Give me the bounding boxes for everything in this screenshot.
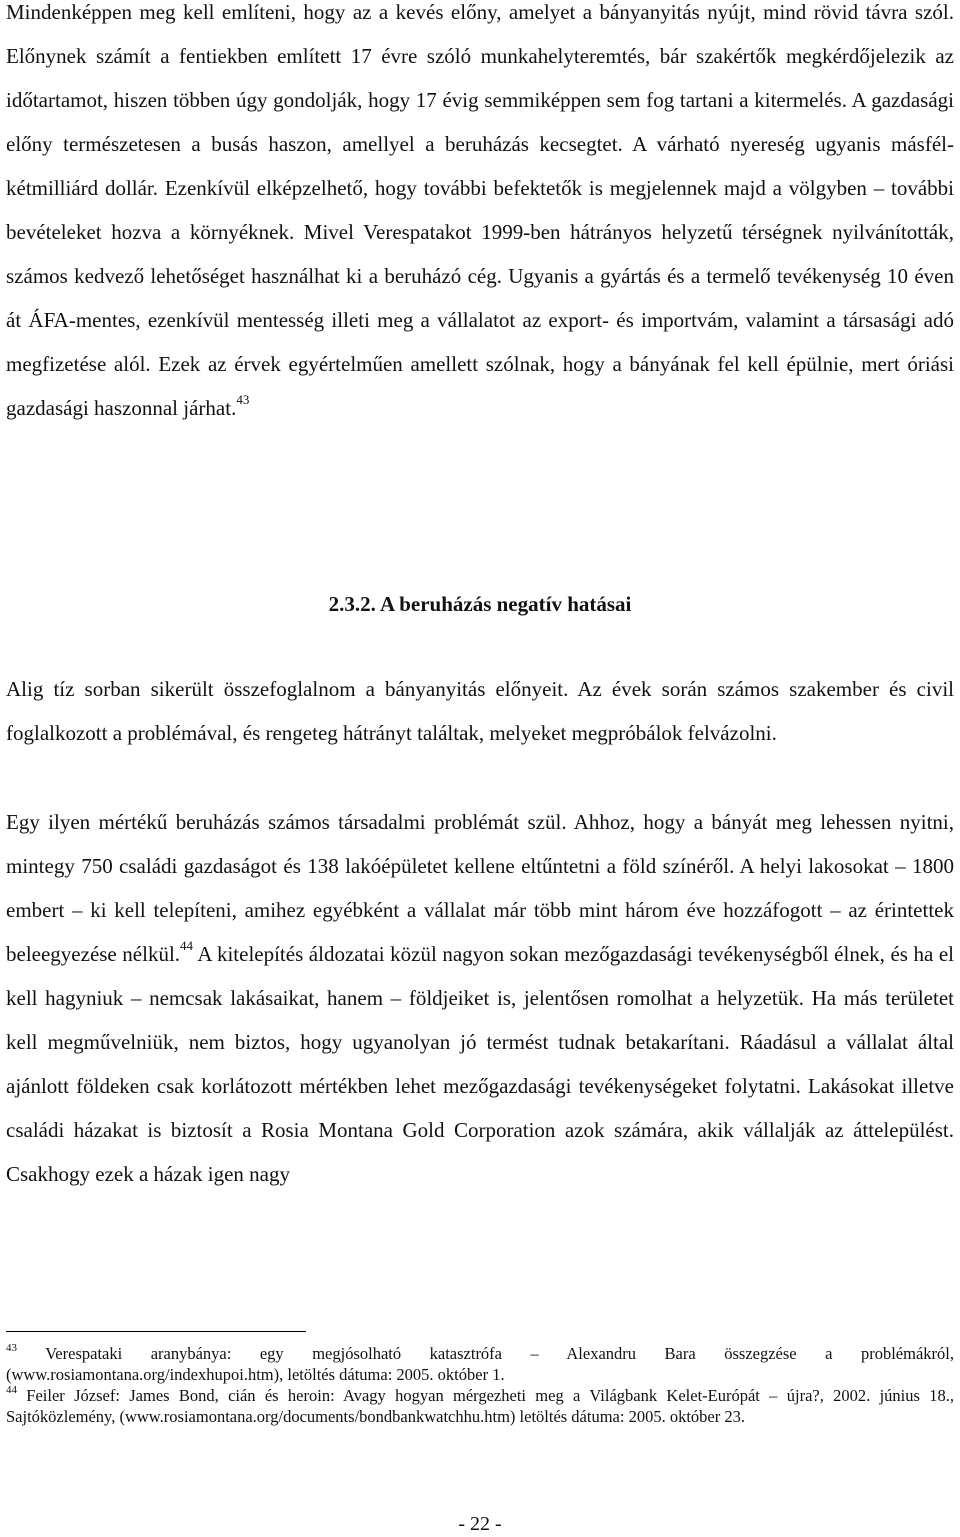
footnote-text: Verespataki aranybánya: egy megjósolható katasztrófa – Alexandru Bara összegzése a problémákról, (www.rosiamontana.org/indexhupoi.htm), letöltés dátuma: 2005. október 1. [6, 1344, 954, 1384]
footnote-number: 44 [6, 1383, 17, 1396]
footnote-44 [6, 1385, 954, 1427]
footnote-reference-43[interactable]: 43 [236, 392, 250, 407]
paragraph-text: Alig tíz sorban sikerült összefoglalnom a bányanyitás előnyeit. Az évek során számos szakember és civil foglalkozott a problémával, és rengeteg hátrányt találtak, melyeket megpróbálok felvázolni. [6, 677, 954, 745]
paragraph-text-before: Egy ilyen mértékű beruházás számos társadalmi problémát szül. Ahhoz, hogy a bányát meg lehessen nyitni, mintegy 750 családi gazdaságot és 138 lakóépületet kellene eltűntetni a föld színéről. A helyi lakosokat – 1800 embert – ki kell telepíteni, amihez egyébként a vállalat már több mint három éve hozzáfogott – az érintettek beleegyezése nélkül. [6, 810, 954, 966]
footnote-separator [6, 1331, 306, 1332]
body-paragraph-social-problems [6, 800, 954, 1196]
paragraph-text: Mindenképpen meg kell említeni, hogy az a kevés előny, amelyet a bányanyitás nyújt, mind rövid távra szól. Előnynek számít a fentiekben említett 17 évre szóló munkahelyteremtés, bár szakértők megkérdőjelezik az időtartamot, hiszen többen úgy gondolják, hogy 17 évig semmiképpen sem fog tartani a kitermelés. A gazdasági előny természetesen a busás haszon, amellyel a beruházás kecsegtet. A várható nyereség ugyanis másfél-kétmilliárd dollár. Ezenkívül elképzelhető, hogy további befektetők is megjelennek majd a völgyben – további bevételeket hozva a környéknek. Mivel Verespatakot 1999-ben hátrányos helyzetű térségnek nyilvánították, számos kedvező lehetőséget használhat ki a beruházó cég. Ugyanis a gyártás és a termelő tevékenység 10 éven át ÁFA-mentes, ezenkívül mentesség illeti meg a vállalatot az export- és importvám, valamint a társasági adó megfizetése alól. Ezek az érvek egyértelműen amellett szólnak, hogy a bányának fel kell épülnie, mert óriási gazdasági haszonnal járhat. [6, 0, 954, 420]
body-paragraph-advantages [6, 0, 954, 430]
body-paragraph-intro [6, 667, 954, 755]
footnote-number: 43 [6, 1341, 17, 1354]
footnote-reference-44[interactable]: 44 [180, 938, 194, 953]
footnotes [6, 1343, 954, 1427]
footnote-text: Feiler József: James Bond, cián és heroin: Avagy hogyan mérgezheti meg a Világbank Kelet-Európát – újra?, 2002. június 18., Sajtóközlemény, (www.rosiamontana.org/documents/bondbankwatchhu.htm) letöltés dátuma: 2005. október 23. [6, 1386, 954, 1426]
page-number: - 22 - [458, 1513, 502, 1535]
footnote-43 [6, 1343, 954, 1385]
section-heading: 2.3.2. A beruházás negatív hatásai [328, 592, 632, 616]
paragraph-text-after: A kitelepítés áldozatai közül nagyon sokan mezőgazdasági tevékenységből élnek, és ha el kell hagyniuk – nemcsak lakásaikat, hanem – földjeiket is, jelentősen romolhat a helyzetük. Ha más területet kell megművelniük, nem biztos, hogy ugyanolyan jó termést tudnak betakarítani. Ráadásul a vállalat által ajánlott földeken csak korlátozott mértékben lehet mezőgazdasági tevékenységeket folytatni. Lakásokat illetve családi házakat is biztosít a Rosia Montana Gold Corporation azok számára, akik vállalják az áttelepülést. Csakhogy ezek a házak igen nagy [6, 942, 954, 1186]
